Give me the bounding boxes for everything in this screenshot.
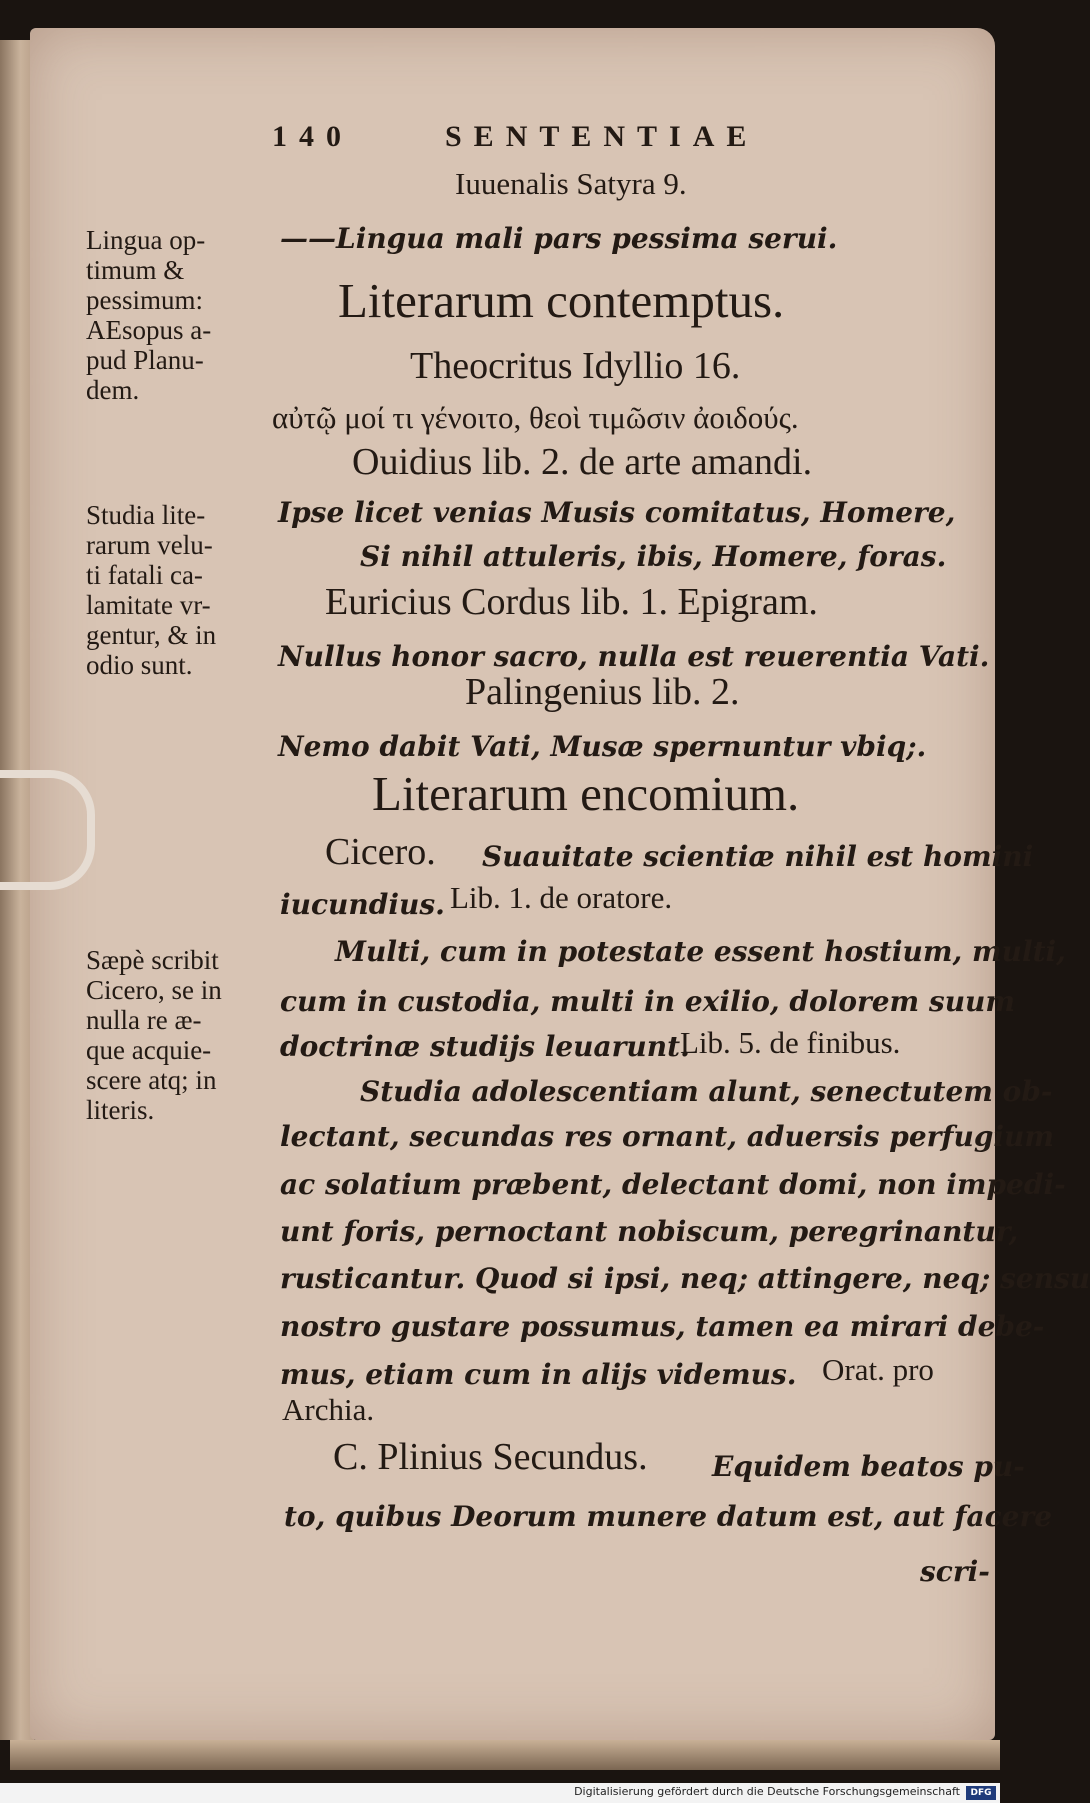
text-line: Palingenius lib. 2. (465, 671, 740, 713)
text-line: Theocritus Idyllio 16. (410, 345, 741, 387)
text-line: Euricius Cordus lib. 1. Epigram. (325, 581, 818, 623)
text-line: Lib. 1. de oratore. (450, 880, 673, 915)
text-line: C. Plinius Secundus. (333, 1436, 648, 1478)
text-line: Archia. (282, 1392, 375, 1427)
catchword: scri- (920, 1555, 990, 1588)
text-line: ——Lingua mali pars pessima serui. (280, 222, 838, 255)
text-line: Studia adolescentiam alunt, senectutem ob- (360, 1075, 1053, 1108)
margin-line: dem. (86, 375, 140, 405)
margin-line: Cicero, se in (86, 975, 222, 1005)
margin-line: rarum velu- (86, 530, 213, 560)
margin-line: nulla re æ- (86, 1005, 202, 1035)
dfg-logo-icon: DFG (966, 1786, 996, 1800)
margin-note-1 (86, 225, 211, 405)
footer-credit: Digitalisierung gefördert durch die Deutsche Forschungsgemeinschaft (574, 1785, 960, 1798)
running-head: SENTENTIAE (445, 120, 759, 153)
text-line: Equidem beatos pu- (712, 1450, 1025, 1483)
margin-line: pessimum: (86, 285, 204, 315)
margin-line: pud Planu- (86, 345, 204, 375)
text-line: iucundius. (280, 888, 445, 921)
section-heading: Literarum encomium. (372, 766, 800, 821)
text-line: Si nihil attuleris, ibis, Homere, foras. (360, 540, 947, 573)
text-line: ac solatium præbent, delectant domi, non impedi- (280, 1168, 1066, 1201)
page-edges (10, 1740, 1000, 1770)
margin-line: Studia lite- (86, 500, 206, 530)
text-line: doctrinæ studijs leuarunt. (280, 1030, 690, 1063)
margin-note-3 (86, 945, 222, 1125)
margin-line: AEsopus a- (86, 315, 212, 345)
text-line: nostro gustare possumus, tamen ea mirari debe- (280, 1310, 1045, 1343)
margin-line: lamitate vr- (86, 590, 211, 620)
text-line: Ouidius lib. 2. de arte amandi. (352, 441, 813, 483)
text-line: Nullus honor sacro, nulla est reuerentia Vati. (278, 640, 990, 673)
margin-line: que acquie- (86, 1035, 212, 1065)
text-line: cum in custodia, multi in exilio, dolorem suum (280, 985, 1016, 1018)
text-line: Lib. 5. de finibus. (680, 1025, 901, 1060)
margin-line: literis. (86, 1095, 155, 1125)
margin-line: scere atq; in (86, 1065, 217, 1095)
book-spine (0, 40, 34, 1740)
text-line: mus, etiam cum in alijs videmus. (280, 1358, 797, 1391)
margin-line: Sæpè scribit (86, 945, 219, 975)
page-clip (0, 770, 95, 890)
margin-line: odio sunt. (86, 650, 193, 680)
margin-line: timum & (86, 255, 185, 285)
text-line: Orat. pro (822, 1352, 934, 1387)
margin-note-2 (86, 500, 216, 680)
margin-line: Lingua op- (86, 225, 206, 255)
text-line: Iuuenalis Satyra 9. (455, 166, 687, 201)
text-line: Nemo dabit Vati, Musæ spernuntur vbiq;. (278, 730, 927, 763)
margin-line: ti fatali ca- (86, 560, 203, 590)
text-line: Suauitate scientiæ nihil est homini (482, 840, 1034, 873)
page-number: 140 (272, 120, 353, 153)
text-line: rusticantur. Quod si ipsi, neq; attingere, neq; sensu (280, 1262, 1090, 1295)
margin-line: gentur, & in (86, 620, 217, 650)
greek-line: αὐτῷ μοί τι γένοιτο, θεοὶ τιμῶσιν ἀοιδούς. (272, 400, 799, 435)
text-line: Cicero. (325, 831, 436, 873)
text-line: unt foris, pernoctant nobiscum, peregrinantur, (280, 1215, 1019, 1248)
text-line: Multi, cum in potestate essent hostium, multi, (335, 935, 1066, 968)
text-line: Ipse licet venias Musis comitatus, Homere, (278, 496, 956, 529)
text-line: lectant, secundas res ornant, aduersis perfugium (280, 1120, 1055, 1153)
section-heading: Literarum contemptus. (338, 273, 785, 328)
text-line: to, quibus Deorum munere datum est, aut facere (284, 1500, 1053, 1533)
